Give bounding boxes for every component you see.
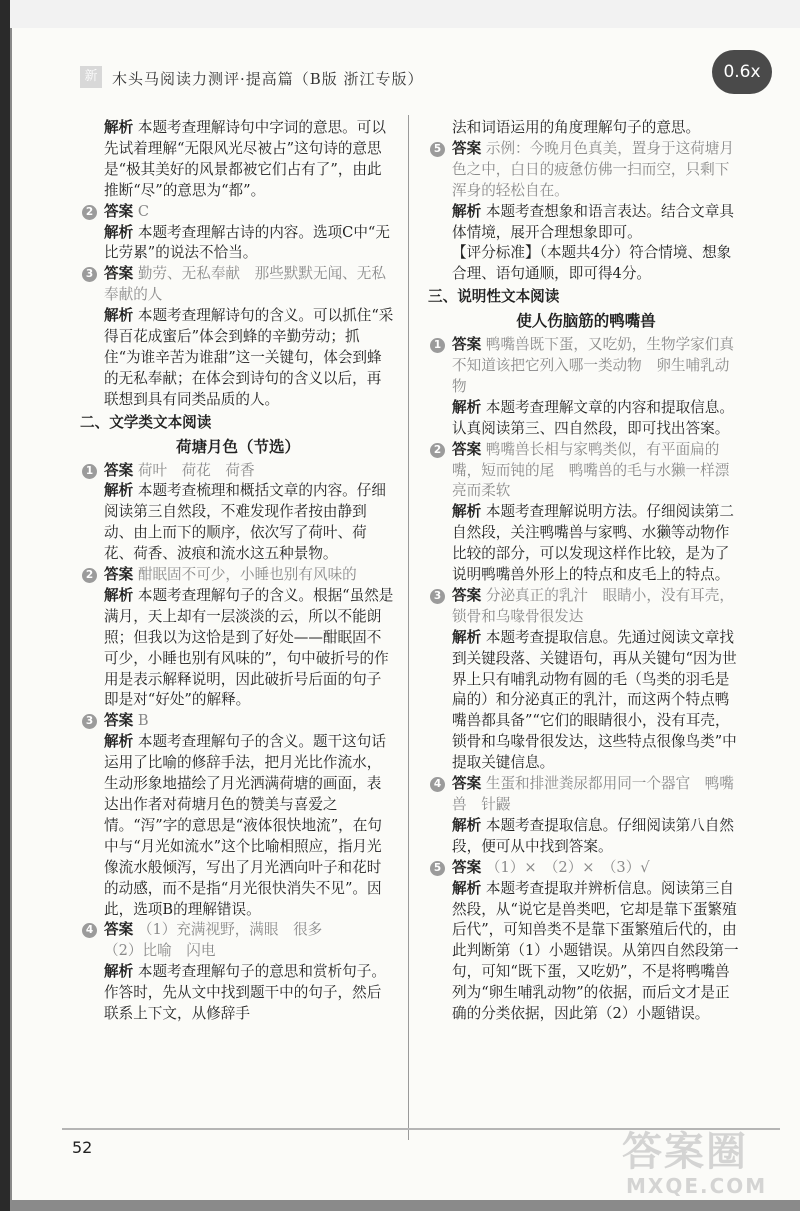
analysis-text: 本题考查理解古诗的内容。选项C中“无比劳累”的说法不恰当。 <box>104 223 390 262</box>
answer-label: 答案 <box>452 440 482 458</box>
analysis-label: 解析 <box>452 398 482 416</box>
answer-item <box>430 335 742 440</box>
answer-item <box>430 858 742 1025</box>
left-column <box>82 118 394 1025</box>
answer-label: 答案 <box>452 586 482 604</box>
question-number: 2 <box>82 205 97 220</box>
watermark-url: MXQE.COM <box>626 1174 768 1198</box>
analysis-label: 解析 <box>104 223 134 241</box>
answer-text: 分泌真正的乳汁 眼睛小，没有耳壳，锁骨和乌喙骨很发达 <box>452 586 734 625</box>
page-number: 52 <box>72 1138 93 1157</box>
analysis-text: 本题考查提取信息。仔细阅读第八自然段，便可从中找到答案。 <box>452 816 734 855</box>
analysis-label: 解析 <box>452 816 482 834</box>
analysis-text: 本题考查理解句子的意思和赏析句子。作答时，先从文中找到题干中的句子，然后联系上下文，从修辞手 <box>104 963 386 1023</box>
answer-text: 荷叶 荷花 荷香 <box>137 461 255 479</box>
answer-text: C <box>137 202 150 220</box>
analysis-label: 解析 <box>104 482 134 500</box>
section-heading: 三、说明性文本阅读 <box>428 288 560 306</box>
answer-text: 酣眠固不可少，小睡也别有风味的 <box>137 566 357 584</box>
answer-text: （1）充满视野，满眼 很多 （2）比喻 闪电 <box>104 921 323 960</box>
question-number: 2 <box>430 443 445 458</box>
book-title: 木头马阅读力测评·提高篇（B版 浙江专版） <box>112 70 424 88</box>
answer-text: 勤劳、无私奉献 那些默默无闻、无私奉献的人 <box>104 265 386 304</box>
answer-item <box>82 264 394 410</box>
continued-text: 法和词语运用的角度理解句子的意思。 <box>452 119 701 136</box>
answer-text: 鸭嘴兽既下蛋，又吃奶，生物学家们真不知道该把它列入哪一类动物 卵生哺乳动物 <box>452 336 734 395</box>
answer-label: 答案 <box>104 566 134 584</box>
answer-item <box>82 461 394 566</box>
answer-label: 答案 <box>104 461 134 479</box>
answer-text: 示例：今晚月色真美，置身于这荷塘月色之中，白日的疲惫仿佛一扫而空，只剩下浑身的轻松自在。 <box>452 139 734 199</box>
answer-text: （1）× （2）× （3）√ <box>485 858 650 876</box>
question-number: 3 <box>82 267 97 282</box>
answer-label: 答案 <box>452 336 482 354</box>
analysis-text: 本题考查理解诗句的含义。可以抓住“采得百花成蜜后”体会到蜂的辛勤劳动；抓住“为谁辛苦为谁甜”这一关键句，体会到蜂的无私奉献；在体会到诗句的含义以后，再联想到具有同类品质的人。 <box>104 307 394 408</box>
analysis-text: 本题考查理解句子的含义。题干这句话运用了比喻的修辞手法，把月光比作流水，生动形象地描绘了月光洒满荷塘的画面，表达出作者对荷塘月色的赞美与喜爱之情。“泻”字的意思是“液体很快地流”，在句中与“月光如流水”这个比喻相照应，指月光像流水般倾泻，写出了月光洒向叶子和花时的动感，而不是指“月光很快消失不见”。因此，选项B的理解错误。 <box>104 733 386 918</box>
analysis-label: 解析 <box>104 119 134 136</box>
analysis-label: 解析 <box>104 963 134 981</box>
analysis-text: 本题考查理解说明方法。仔细阅读第二自然段，关注鸭嘴兽与家鸭、水獭等动物作比较的部分，可以发现这样作比较，是为了说明鸭嘴兽外形上的特点和皮毛上的特点。 <box>452 503 734 584</box>
analysis-text: 本题考查提取信息。先通过阅读文章找到关键段落、关键语句，再从关键句“因为世界上只有哺乳动物有圆的毛（鸟类的羽毛是扁的）和分泌真正的乳汁，而这两个特点鸭嘴兽都具备”“它们的眼睛很小，没有耳壳，锁骨和乌喙骨很发达，这些特点很像鸟类”中提取关键信息。 <box>452 628 737 772</box>
answer-text: 生蛋和排泄粪尿都用同一个器官 鸭嘴兽 针鼹 <box>452 775 734 813</box>
section-heading: 二、文学类文本阅读 <box>80 413 212 431</box>
analysis-text: 本题考查提取并辨析信息。阅读第三自然段，从“说它是兽类吧，它却是靠下蛋繁殖后代”，可知兽类不是靠下蛋繁殖后代的，由此判断第（1）小题错误。从第四自然段第一句，可知“既下蛋，又吃奶”，不是将鸭嘴兽列为“卵生哺乳动物”的依据，而后文才是正确的分类依据，因此第（2）小题错误。 <box>452 879 739 1023</box>
answer-label: 答案 <box>452 858 482 876</box>
viewer-top-bar <box>0 0 800 28</box>
answer-text: B <box>137 712 149 730</box>
analysis-text: 本题考查理解诗句中字词的意思。可以先试着理解“无限风光尽被占”这句诗的意思是“极其美好的风景都被它们占有了”，由此推断“尽”的意思为“都”。 <box>104 119 386 199</box>
answer-label: 答案 <box>104 202 134 220</box>
question-number: 5 <box>430 142 445 157</box>
analysis-text: 本题考查理解文章的内容和提取信息。认真阅读第三、四自然段，即可找出答案。 <box>452 398 734 437</box>
analysis-label: 解析 <box>452 628 482 646</box>
answer-label: 答案 <box>104 712 134 730</box>
analysis-label: 解析 <box>452 202 482 220</box>
analysis-text: 本题考查梳理和概括文章的内容。仔细阅读第三自然段，不难发现作者按由静到动、由上而下的顺序，依次写了荷叶、荷花、荷香、波痕和流水这五种景物。 <box>104 482 386 563</box>
analysis-text: 本题考查理解句子的含义。根据“虽然是满月，天上却有一层淡淡的云，所以不能朗照；但我以为这恰是到了好处——酣眠固不可少，小睡也别有风味的”，句中破折号的作用是表示解释说明，因此破折号后面的句子即是对“好处”的解释。 <box>104 586 394 709</box>
site-watermark <box>622 1120 792 1210</box>
analysis-label: 解析 <box>452 503 482 521</box>
question-number: 2 <box>82 568 97 583</box>
article-title: 荷塘月色（节选） <box>175 437 300 456</box>
answer-item <box>430 774 742 858</box>
article-title: 使人伤脑筋的鸭嘴兽 <box>516 312 656 331</box>
question-number: 3 <box>430 589 445 604</box>
question-number: 1 <box>430 338 445 353</box>
right-column <box>430 118 742 1025</box>
answer-label: 答案 <box>452 775 482 793</box>
scoring-standard: 【评分标准】（本题共4分）符合情境、想象合理、语句通顺，即可得4分。 <box>452 244 732 283</box>
question-number: 3 <box>82 714 97 729</box>
answer-item <box>82 711 394 920</box>
watermark-logo-text: 答案圈 <box>622 1129 748 1175</box>
series-logo: 新 <box>80 66 102 88</box>
question-number: 4 <box>430 777 445 792</box>
analysis-label: 解析 <box>104 586 134 604</box>
answer-label: 答案 <box>104 921 134 939</box>
question-number: 1 <box>82 464 97 479</box>
analysis-block <box>82 118 394 202</box>
answer-item <box>82 565 394 711</box>
question-number: 5 <box>430 861 445 876</box>
question-number: 4 <box>82 923 97 938</box>
analysis-label: 解析 <box>104 307 134 325</box>
analysis-text: 本题考查想象和语言表达。结合文章具体情境，展开合理想象即可。 <box>452 202 734 241</box>
answer-label: 答案 <box>104 265 134 283</box>
column-divider <box>408 115 409 1140</box>
running-header <box>62 62 742 92</box>
scan-edge <box>0 0 10 1211</box>
analysis-label: 解析 <box>452 879 482 897</box>
answer-text: 鸭嘴兽长相与家鸭类似，有平面扁的嘴，短而钝的尾 鸭嘴兽的毛与水獭一样漂亮而柔软 <box>452 440 730 500</box>
answer-item <box>430 139 742 285</box>
analysis-label: 解析 <box>104 733 134 751</box>
answer-item <box>430 440 742 586</box>
answer-item <box>82 920 394 1025</box>
playback-speed-button[interactable]: 0.6x <box>712 50 772 94</box>
answer-item <box>430 586 742 774</box>
answer-item <box>82 202 394 265</box>
answer-label: 答案 <box>452 139 482 157</box>
